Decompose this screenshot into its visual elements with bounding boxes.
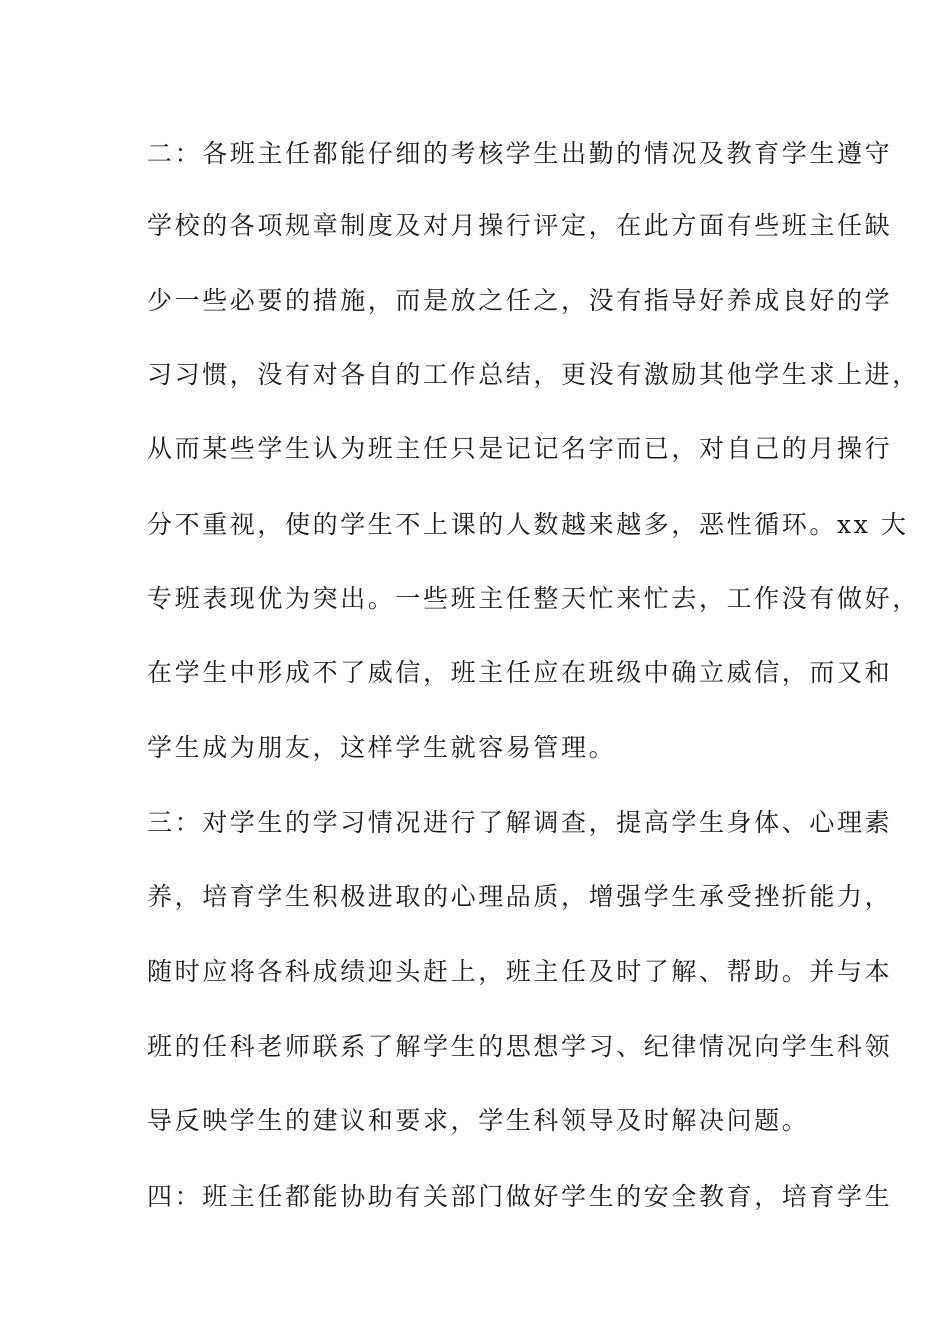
text-line: 分不重视，使的学生不上课的人数越来越多，恶性循环。xx 大 (147, 510, 909, 539)
text-line: 学生成为朋友，这样学生就容易管理。 (147, 733, 617, 762)
text-line: 随时应将各科成绩迎头赶上，班主任及时了解、帮助。并与本 (147, 957, 893, 986)
text-line: 从而某些学生认为班主任只是记记名字而已，对自己的月操行 (147, 434, 893, 463)
text-line: 在学生中形成不了威信，班主任应在班级中确立威信，而又和 (147, 658, 893, 687)
text-line: 班的任科老师联系了解学生的思想学习、纪律情况向学生科领 (147, 1032, 893, 1061)
text-line: 导反映学生的建议和要求，学生科领导及时解决问题。 (147, 1106, 810, 1135)
text-line: 学校的各项规章制度及对月操行评定，在此方面有些班主任缺 (147, 211, 893, 240)
text-line: 少一些必要的措施，而是放之任之，没有指导好养成良好的学 (147, 286, 893, 315)
text-line: 养，培育学生积极进取的心理品质，增强学生承受挫折能力， (147, 882, 893, 911)
text-line: 专班表现优为突出。一些班主任整天忙来忙去，工作没有做好， (147, 584, 920, 613)
text-line: 习习惯，没有对各自的工作总结，更没有激励其他学生求上进， (147, 360, 920, 389)
text-line: 三：对学生的学习情况进行了解调查，提高学生身体、心理素 (147, 808, 893, 837)
text-line: 二：各班主任都能仔细的考核学生出勤的情况及教育学生遵守 (147, 139, 893, 168)
text-line: 四：班主任都能协助有关部门做好学生的安全教育，培育学生 (147, 1182, 893, 1211)
